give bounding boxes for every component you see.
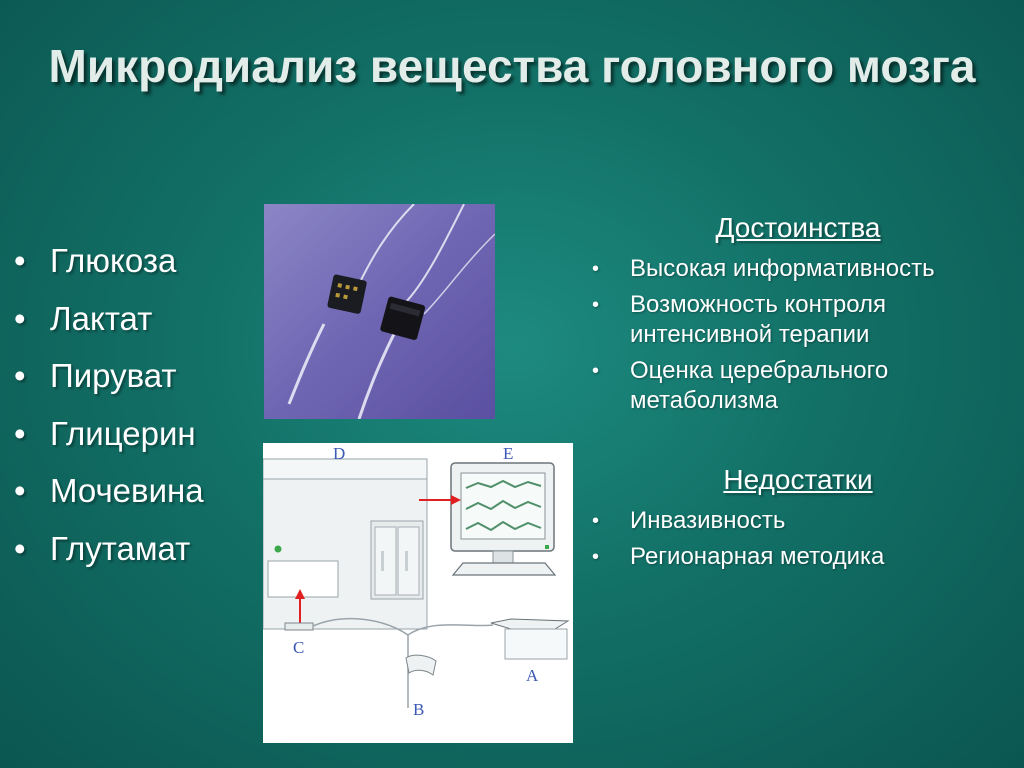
bullet-icon: • <box>592 510 600 532</box>
slide-title-text: Микродиализ вещества головного мозга <box>48 40 976 92</box>
diagram-label-b: B <box>413 700 425 719</box>
bullet-icon: • <box>592 294 600 316</box>
list-item: • Регионарная методика <box>592 543 885 570</box>
diagram-label-d: D <box>333 444 346 463</box>
bullet-icon: • <box>14 357 26 394</box>
catheter-photo-image <box>264 204 495 419</box>
list-item: • Мочевина <box>14 462 204 520</box>
list-item: • Глюкоза <box>14 232 204 290</box>
list-item: • Высокая информативность <box>592 255 935 282</box>
bullet-icon: • <box>592 258 600 280</box>
bullet-icon: • <box>14 472 26 509</box>
bullet-icon: • <box>592 360 600 382</box>
disadvantages-heading: Недостатки <box>723 464 873 495</box>
diagram-label-e: E <box>503 444 514 463</box>
substance-list <box>14 232 204 577</box>
list-item: • Глицерин <box>14 405 204 463</box>
diagram-label-c: C <box>293 638 305 657</box>
bullet-icon: • <box>592 546 600 568</box>
pros-cons-column <box>588 208 1008 572</box>
slide-title <box>40 38 984 94</box>
bullet-icon: • <box>14 529 26 567</box>
catheter-photo <box>264 204 495 419</box>
bullet-icon: • <box>14 299 26 337</box>
diagram-label-a: A <box>526 666 539 685</box>
bullet-icon: • <box>14 242 26 279</box>
list-item: • Инвазивность <box>592 507 786 534</box>
list-item: • Пируват <box>14 347 204 405</box>
list-item: • Оценка церебрального метаболизма <box>592 357 889 414</box>
list-item: • Лактат <box>14 290 204 348</box>
indicator-light <box>275 546 282 553</box>
microdialysis-diagram <box>263 443 573 743</box>
disadvantages-list <box>588 506 1008 572</box>
list-item: • Глутамат <box>14 520 204 578</box>
list-item: • Возможность контроля интенсивной терапии <box>592 291 887 348</box>
advantages-list <box>588 254 1008 416</box>
advantages-heading: Достоинства <box>715 212 881 243</box>
bullet-icon: • <box>14 414 26 452</box>
